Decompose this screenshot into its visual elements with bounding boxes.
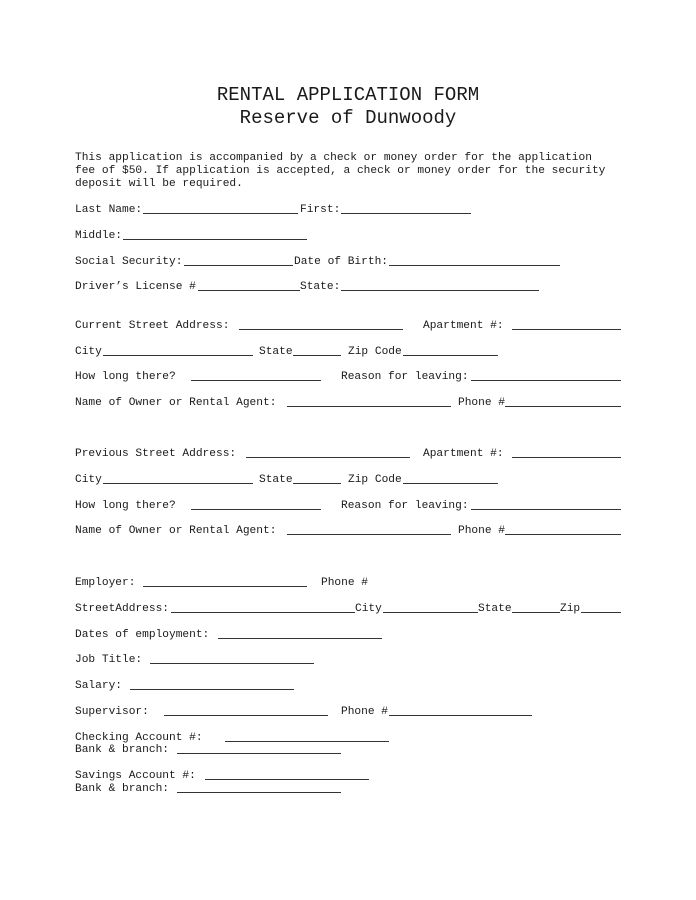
- license-state-field[interactable]: [341, 280, 539, 291]
- previous-phone-label: Phone #: [458, 525, 505, 537]
- employer-label: Employer:: [75, 577, 136, 589]
- previous-state-label: State: [259, 474, 293, 486]
- employer-street-field[interactable]: [171, 602, 355, 613]
- previous-apartment-field[interactable]: [512, 447, 621, 458]
- savings-bank-field[interactable]: [177, 782, 341, 793]
- middle-name-field[interactable]: [123, 229, 307, 240]
- current-apartment-field[interactable]: [512, 319, 621, 330]
- supervisor-field[interactable]: [164, 705, 328, 716]
- form-subtitle: Reserve of Dunwoody: [239, 107, 457, 129]
- previous-city-field[interactable]: [103, 473, 253, 484]
- savings-account-field[interactable]: [205, 769, 369, 780]
- previous-street-label: Previous Street Address:: [75, 448, 237, 460]
- intro-line: fee of $50. If application is accepted, a check or money order for the security: [75, 165, 606, 177]
- ssn-field[interactable]: [184, 255, 293, 266]
- dob-label: Date of Birth:: [294, 256, 388, 268]
- current-street-field[interactable]: [239, 319, 403, 330]
- employer-field[interactable]: [143, 576, 307, 587]
- previous-reason-field[interactable]: [471, 499, 621, 510]
- supervisor-phone-label: Phone #: [341, 706, 388, 718]
- checking-bank-label: Bank & branch:: [75, 744, 169, 756]
- previous-zip-label: Zip Code: [348, 474, 402, 486]
- salary-label: Salary:: [75, 680, 122, 692]
- salary-field[interactable]: [130, 679, 294, 690]
- employer-state-label: State: [478, 603, 512, 615]
- current-state-field[interactable]: [293, 345, 341, 356]
- intro-line: deposit will be required.: [75, 178, 243, 190]
- current-reason-field[interactable]: [471, 370, 621, 381]
- form-title: RENTAL APPLICATION FORM: [216, 84, 480, 106]
- current-owner-label: Name of Owner or Rental Agent:: [75, 397, 277, 409]
- last-name-label: Last Name:: [75, 204, 143, 216]
- dob-field[interactable]: [389, 255, 560, 266]
- current-how-long-label: How long there?: [75, 371, 176, 383]
- previous-city-label: City: [75, 474, 102, 486]
- license-field[interactable]: [198, 280, 300, 291]
- job-title-field[interactable]: [150, 653, 314, 664]
- employer-city-label: City: [355, 603, 382, 615]
- dates-employment-field[interactable]: [218, 628, 382, 639]
- previous-phone-field[interactable]: [505, 524, 621, 535]
- savings-account-label: Savings Account #:: [75, 770, 196, 782]
- ssn-label: Social Security:: [75, 256, 183, 268]
- first-name-field[interactable]: [341, 203, 471, 214]
- dates-employment-label: Dates of employment:: [75, 629, 210, 641]
- previous-zip-field[interactable]: [403, 473, 498, 484]
- intro-paragraph: [75, 152, 635, 191]
- current-city-label: City: [75, 346, 102, 358]
- current-reason-label: Reason for leaving:: [341, 371, 469, 383]
- employer-state-field[interactable]: [512, 602, 560, 613]
- employer-city-field[interactable]: [383, 602, 478, 613]
- employer-phone-label: Phone #: [321, 577, 368, 589]
- current-how-long-field[interactable]: [191, 370, 321, 381]
- license-state-label: State:: [300, 281, 341, 293]
- current-apartment-label: Apartment #:: [423, 320, 504, 332]
- intro-line: This application is accompanied by a check or money order for the application: [75, 152, 592, 164]
- supervisor-label: Supervisor:: [75, 706, 149, 718]
- current-street-label: Current Street Address:: [75, 320, 230, 332]
- first-name-label: First:: [300, 204, 341, 216]
- employer-zip-label: Zip: [560, 603, 581, 615]
- license-label: Driver’s License #: [75, 281, 196, 293]
- previous-apartment-label: Apartment #:: [423, 448, 504, 460]
- checking-account-label: Checking Account #:: [75, 732, 203, 744]
- savings-bank-label: Bank & branch:: [75, 783, 169, 795]
- previous-street-field[interactable]: [246, 447, 410, 458]
- checking-bank-field[interactable]: [177, 743, 341, 754]
- previous-owner-field[interactable]: [287, 524, 451, 535]
- current-phone-label: Phone #: [458, 397, 505, 409]
- previous-owner-label: Name of Owner or Rental Agent:: [75, 525, 277, 537]
- employer-street-label: StreetAddress:: [75, 603, 169, 615]
- previous-how-long-label: How long there?: [75, 500, 176, 512]
- current-city-field[interactable]: [103, 345, 253, 356]
- current-zip-label: Zip Code: [348, 346, 402, 358]
- previous-reason-label: Reason for leaving:: [341, 500, 469, 512]
- middle-name-label: Middle:: [75, 230, 122, 242]
- checking-account-field[interactable]: [225, 731, 389, 742]
- employer-zip-field[interactable]: [581, 602, 621, 613]
- current-zip-field[interactable]: [403, 345, 498, 356]
- previous-state-field[interactable]: [293, 473, 341, 484]
- current-state-label: State: [259, 346, 293, 358]
- current-phone-field[interactable]: [505, 396, 621, 407]
- previous-how-long-field[interactable]: [191, 499, 321, 510]
- current-owner-field[interactable]: [287, 396, 451, 407]
- supervisor-phone-field[interactable]: [389, 705, 532, 716]
- job-title-label: Job Title:: [75, 654, 143, 666]
- last-name-field[interactable]: [143, 203, 298, 214]
